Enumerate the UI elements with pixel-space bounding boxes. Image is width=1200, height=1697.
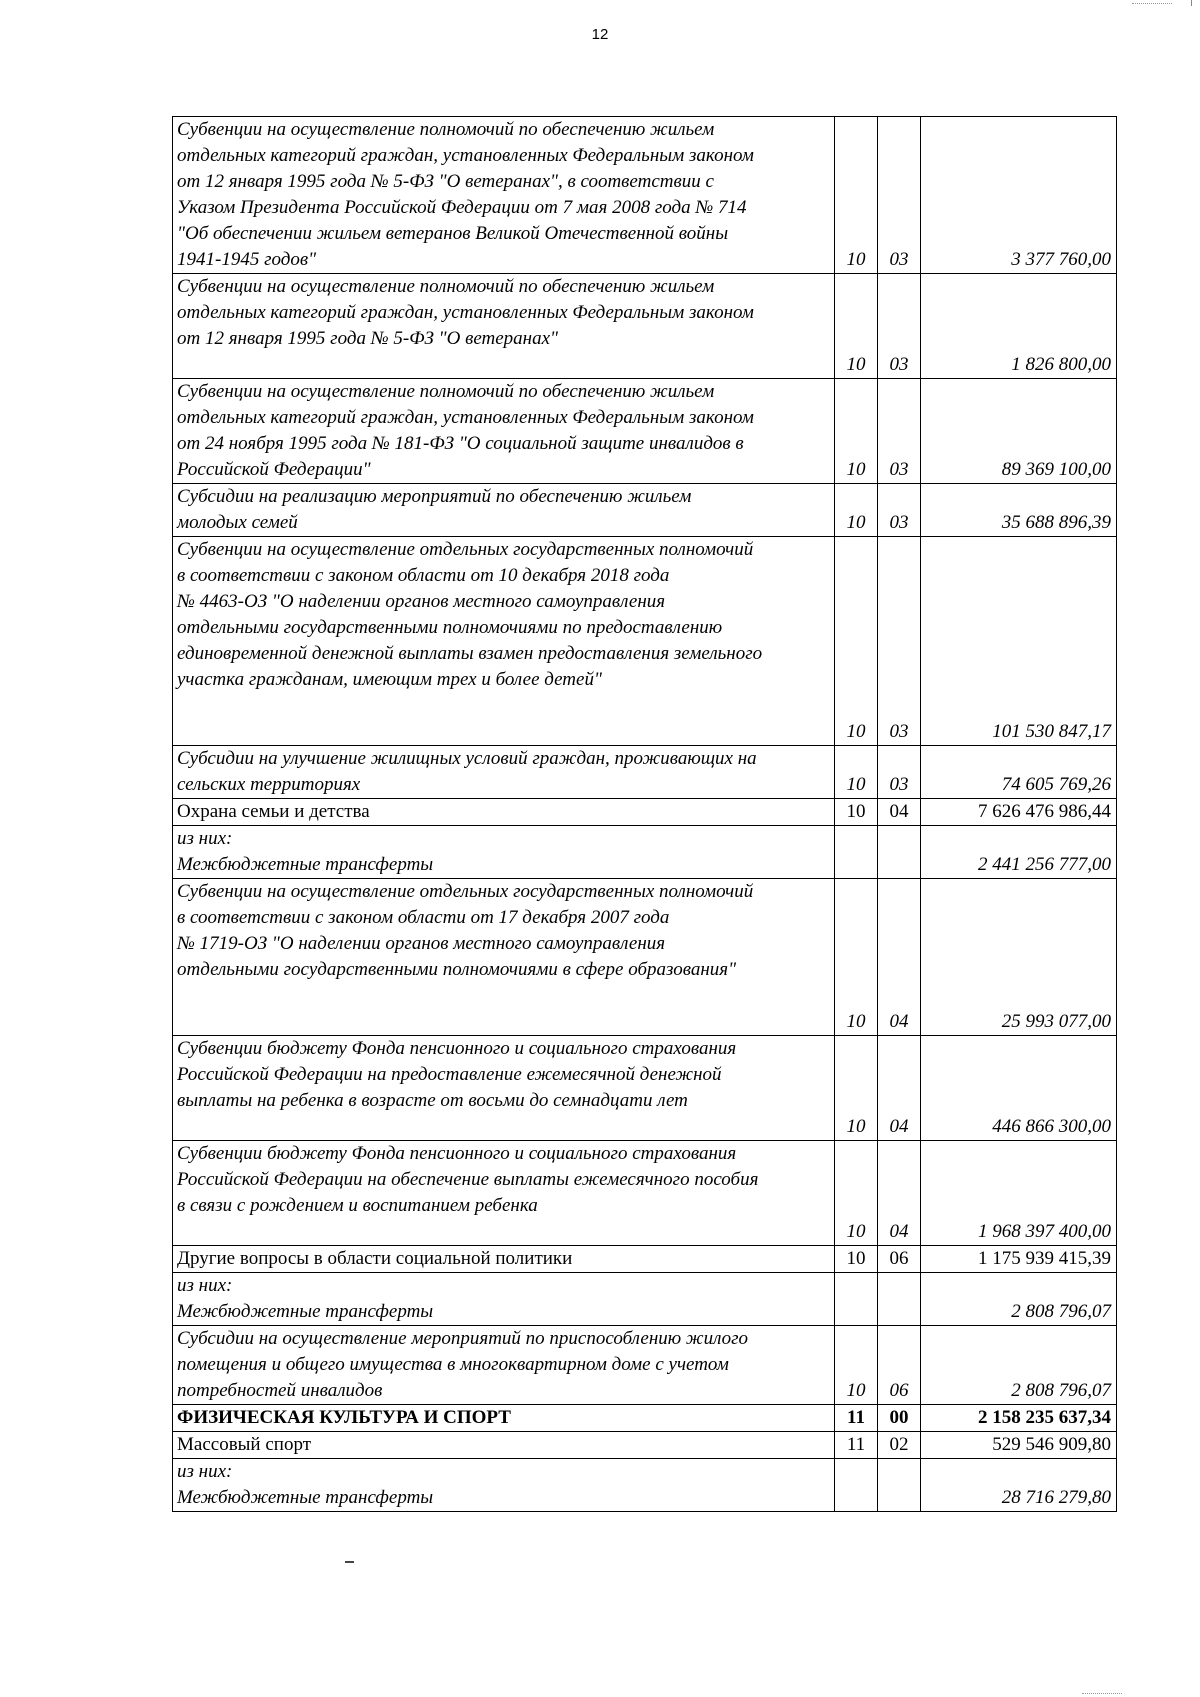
row-description-line: из них: bbox=[177, 828, 233, 849]
row-section-cell: 10 bbox=[835, 879, 878, 1036]
row-blank-line bbox=[177, 983, 831, 1009]
row-description-cell bbox=[173, 1273, 835, 1326]
row-section-cell: 10 bbox=[835, 1036, 878, 1141]
row-section-cell: 10 bbox=[835, 537, 878, 746]
row-subsection-cell: 04 bbox=[878, 1141, 921, 1246]
row-description-line: от 12 января 1995 года № 5-ФЗ "О ветеранах" bbox=[177, 328, 559, 349]
row-section-cell: 10 bbox=[835, 274, 878, 379]
row-description-line: Субвенции бюджету Фонда пенсионного и социального страхования bbox=[177, 1143, 737, 1164]
row-description-line: Субвенции на осуществление отдельных государственных полномочий bbox=[177, 881, 754, 902]
row-description-cell bbox=[173, 1459, 835, 1512]
scan-artifact-bottom-right bbox=[1082, 1693, 1122, 1697]
row-description-cell bbox=[173, 746, 835, 799]
row-description-line: молодых семей bbox=[177, 512, 298, 533]
row-description-line: отдельными государственными полномочиями в сфере образования" bbox=[177, 959, 737, 980]
row-amount-cell: 89 369 100,00 bbox=[921, 379, 1117, 484]
row-description-line: от 24 ноября 1995 года № 181-ФЗ "О социальной защите инвалидов в bbox=[177, 433, 744, 454]
row-description-cell bbox=[173, 379, 835, 484]
row-description-line: отдельными государственными полномочиями по предоставлению bbox=[177, 617, 723, 638]
row-amount-cell: 446 866 300,00 bbox=[921, 1036, 1117, 1141]
row-amount-cell: 3 377 760,00 bbox=[921, 117, 1117, 274]
row-amount-cell: 74 605 769,26 bbox=[921, 746, 1117, 799]
row-amount-cell: 28 716 279,80 bbox=[921, 1459, 1117, 1512]
row-blank-line bbox=[177, 719, 831, 745]
row-description-cell bbox=[173, 537, 835, 746]
row-amount-cell: 1 175 939 415,39 bbox=[921, 1246, 1117, 1273]
row-amount-cell: 2 808 796,07 bbox=[921, 1273, 1117, 1326]
row-amount-cell: 2 441 256 777,00 bbox=[921, 826, 1117, 879]
table-row bbox=[173, 1405, 1117, 1432]
row-subsection-cell bbox=[878, 826, 921, 879]
row-description-line: отдельных категорий граждан, установленных Федеральным законом bbox=[177, 145, 754, 166]
row-description-cell bbox=[173, 117, 835, 274]
row-description-cell bbox=[173, 1405, 835, 1432]
row-amount-cell: 2 808 796,07 bbox=[921, 1326, 1117, 1405]
row-section-cell: 10 bbox=[835, 1326, 878, 1405]
row-description-cell bbox=[173, 826, 835, 879]
table-row bbox=[173, 484, 1117, 537]
scan-artifact-dash bbox=[345, 1561, 354, 1563]
row-subsection-cell bbox=[878, 1273, 921, 1326]
row-description-cell bbox=[173, 1141, 835, 1246]
table-row bbox=[173, 1246, 1117, 1273]
row-section-cell: 10 bbox=[835, 746, 878, 799]
row-description-line: Субвенции на осуществление полномочий по обеспечению жильем bbox=[177, 381, 715, 402]
row-description-line: Межбюджетные трансферты bbox=[177, 1301, 434, 1322]
row-description-line: Охрана семьи и детства bbox=[177, 801, 370, 822]
row-description-line: Массовый спорт bbox=[177, 1434, 312, 1455]
budget-table bbox=[172, 116, 1117, 1512]
row-description-line: Субсидии на осуществление мероприятий по приспособлению жилого bbox=[177, 1328, 749, 1349]
table-row bbox=[173, 117, 1117, 274]
table-row bbox=[173, 879, 1117, 1036]
row-description-line: выплаты на ребенка в возрасте от восьми до семнадцати лет bbox=[177, 1090, 688, 1111]
row-description-line: единовременной денежной выплаты взамен предоставления земельного bbox=[177, 643, 763, 664]
table-row bbox=[173, 746, 1117, 799]
table-row bbox=[173, 1036, 1117, 1141]
row-description-line: в соответствии с законом области от 17 декабря 2007 года bbox=[177, 907, 670, 928]
row-subsection-cell: 02 bbox=[878, 1432, 921, 1459]
row-blank-line bbox=[177, 352, 831, 378]
row-description-line: Субсидии на улучшение жилищных условий граждан, проживающих на bbox=[177, 748, 757, 769]
table-row bbox=[173, 799, 1117, 826]
row-description-line: Российской Федерации на предоставление ежемесячной денежной bbox=[177, 1064, 722, 1085]
row-subsection-cell: 04 bbox=[878, 879, 921, 1036]
table-row bbox=[173, 1141, 1117, 1246]
row-section-cell bbox=[835, 1459, 878, 1512]
row-description-line: отдельных категорий граждан, установленных Федеральным законом bbox=[177, 302, 754, 323]
row-description-line: Межбюджетные трансферты bbox=[177, 1487, 434, 1508]
row-section-cell: 10 bbox=[835, 484, 878, 537]
row-description-cell bbox=[173, 274, 835, 379]
row-section-cell: 11 bbox=[835, 1405, 878, 1432]
row-subsection-cell: 04 bbox=[878, 799, 921, 826]
row-description-cell bbox=[173, 1326, 835, 1405]
row-description-cell bbox=[173, 879, 835, 1036]
row-section-cell: 10 bbox=[835, 1246, 878, 1273]
row-description-cell bbox=[173, 484, 835, 537]
row-description-cell bbox=[173, 1432, 835, 1459]
row-description-cell bbox=[173, 1036, 835, 1141]
row-description-line: Субвенции на осуществление полномочий по обеспечению жильем bbox=[177, 119, 715, 140]
table-row bbox=[173, 1273, 1117, 1326]
table-row bbox=[173, 826, 1117, 879]
row-subsection-cell: 03 bbox=[878, 537, 921, 746]
row-description-line: из них: bbox=[177, 1275, 233, 1296]
row-amount-cell: 7 626 476 986,44 bbox=[921, 799, 1117, 826]
row-description-line: в соответствии с законом области от 10 декабря 2018 года bbox=[177, 565, 670, 586]
row-description-line: отдельных категорий граждан, установленных Федеральным законом bbox=[177, 407, 754, 428]
table-row bbox=[173, 1432, 1117, 1459]
row-subsection-cell: 06 bbox=[878, 1246, 921, 1273]
scan-artifact-top-right bbox=[1132, 0, 1172, 4]
row-description-line: сельских территориях bbox=[177, 774, 361, 795]
row-amount-cell: 25 993 077,00 bbox=[921, 879, 1117, 1036]
row-section-cell: 10 bbox=[835, 379, 878, 484]
row-description-line: из них: bbox=[177, 1461, 233, 1482]
row-description-line: "Об обеспечении жильем ветеранов Великой Отечественной войны bbox=[177, 223, 729, 244]
row-subsection-cell: 03 bbox=[878, 379, 921, 484]
row-description-line: Субвенции на осуществление отдельных государственных полномочий bbox=[177, 539, 754, 560]
row-subsection-cell bbox=[878, 1459, 921, 1512]
row-subsection-cell: 04 bbox=[878, 1036, 921, 1141]
row-amount-cell: 529 546 909,80 bbox=[921, 1432, 1117, 1459]
row-description-line: от 12 января 1995 года № 5-ФЗ "О ветеранах", в соответствии с bbox=[177, 171, 714, 192]
row-section-cell: 10 bbox=[835, 799, 878, 826]
row-description-line: потребностей инвалидов bbox=[177, 1380, 383, 1401]
page-number: 12 bbox=[591, 26, 609, 43]
row-description-line: ФИЗИЧЕСКАЯ КУЛЬТУРА И СПОРТ bbox=[177, 1407, 511, 1428]
row-section-cell bbox=[835, 826, 878, 879]
row-description-line: № 1719-ОЗ "О наделении органов местного самоуправления bbox=[177, 933, 666, 954]
budget-table-body bbox=[173, 117, 1117, 1512]
row-description-line: 1941-1945 годов" bbox=[177, 249, 317, 270]
row-subsection-cell: 03 bbox=[878, 274, 921, 379]
row-amount-cell: 101 530 847,17 bbox=[921, 537, 1117, 746]
row-amount-cell: 35 688 896,39 bbox=[921, 484, 1117, 537]
row-blank-line bbox=[177, 1009, 831, 1035]
row-description-cell bbox=[173, 1246, 835, 1273]
row-description-line: Другие вопросы в области социальной политики bbox=[177, 1248, 573, 1269]
row-description-line: Российской Федерации на обеспечение выплаты ежемесячного пособия bbox=[177, 1169, 759, 1190]
scan-artifact-top-right-tick bbox=[1191, 0, 1192, 6]
row-amount-cell: 1 826 800,00 bbox=[921, 274, 1117, 379]
row-description-line: Российской Федерации" bbox=[177, 459, 371, 480]
row-description-line: помещения и общего имущества в многоквартирном доме с учетом bbox=[177, 1354, 729, 1375]
table-row bbox=[173, 1326, 1117, 1405]
row-blank-line bbox=[177, 693, 831, 719]
row-description-line: Субсидии на реализацию мероприятий по обеспечению жильем bbox=[177, 486, 692, 507]
row-subsection-cell: 03 bbox=[878, 484, 921, 537]
row-subsection-cell: 00 bbox=[878, 1405, 921, 1432]
table-row bbox=[173, 274, 1117, 379]
row-blank-line bbox=[177, 1114, 831, 1140]
table-row bbox=[173, 379, 1117, 484]
table-row bbox=[173, 1459, 1117, 1512]
row-description-line: в связи с рождением и воспитанием ребенка bbox=[177, 1195, 538, 1216]
row-description-line: № 4463-ОЗ "О наделении органов местного самоуправления bbox=[177, 591, 666, 612]
row-section-cell bbox=[835, 1273, 878, 1326]
row-section-cell: 10 bbox=[835, 117, 878, 274]
row-subsection-cell: 03 bbox=[878, 117, 921, 274]
row-description-line: Межбюджетные трансферты bbox=[177, 854, 434, 875]
row-amount-cell: 2 158 235 637,34 bbox=[921, 1405, 1117, 1432]
row-description-line: Субвенции на осуществление полномочий по обеспечению жильем bbox=[177, 276, 715, 297]
row-section-cell: 11 bbox=[835, 1432, 878, 1459]
table-row bbox=[173, 537, 1117, 746]
row-amount-cell: 1 968 397 400,00 bbox=[921, 1141, 1117, 1246]
row-subsection-cell: 03 bbox=[878, 746, 921, 799]
row-description-line: Субвенции бюджету Фонда пенсионного и социального страхования bbox=[177, 1038, 737, 1059]
row-blank-line bbox=[177, 1219, 831, 1245]
row-description-line: участка гражданам, имеющим трех и более детей" bbox=[177, 669, 602, 690]
row-description-line: Указом Президента Российской Федерации от 7 мая 2008 года № 714 bbox=[177, 197, 747, 218]
row-description-cell bbox=[173, 799, 835, 826]
row-subsection-cell: 06 bbox=[878, 1326, 921, 1405]
row-section-cell: 10 bbox=[835, 1141, 878, 1246]
